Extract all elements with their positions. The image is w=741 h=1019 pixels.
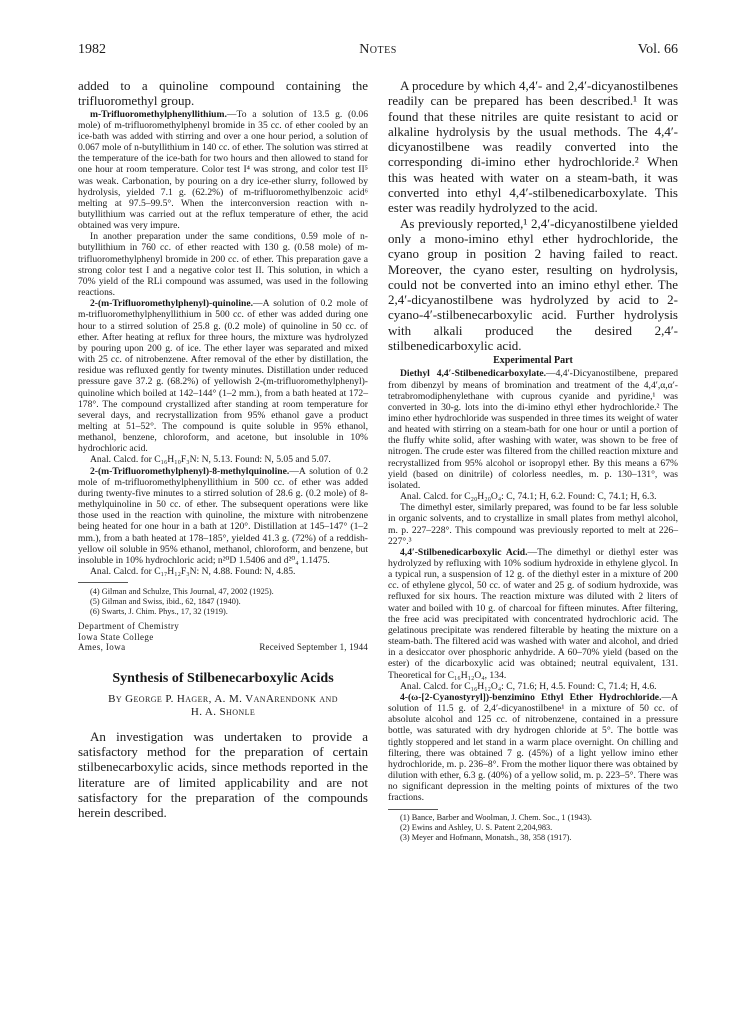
article-title: Synthesis of Stilbenecarboxylic Acids (112, 670, 334, 686)
analysis-methylquinoline: Anal. Calcd. for C₁₇H₁₂F₃N: N, 4.88. Found: N, 4.85. (90, 566, 296, 577)
subheading: m-Trifluoromethylphenyllithium. (90, 108, 227, 120)
paragraph-diethyl-ester (388, 368, 678, 491)
paragraph-quinoline (78, 298, 368, 454)
analysis-diethyl-ester: Anal. Calcd. for C₂₀H₂₀O₄: C, 74.1; H, 6.2. Found: C, 74.1; H, 6.3. (400, 491, 657, 503)
paragraph-phenyllithium (78, 109, 368, 232)
paragraph-previously-reported: As previously reported,¹ 2,4′-dicyanostilbene yielded only a mono-imino ethyl ether hydrochloride, the cyano group in position 2 having failed to react. Moreover, the cyano ester, resulting on hydrolysis, could not be converted into an imino ethyl ether. The 2,4′-dicyanostilbene was hydrolyzed by acid to 2-cyano-4′-stilbenecarboxylic acid. Further hydrolysis with alkali produced the desired 2,4′-stilbenedicarboxylic acid. (388, 215, 678, 354)
article-authors (78, 693, 368, 719)
footnote: (2) Ewins and Ashley, U. S. Patent 2,204,983. (400, 823, 553, 833)
paragraph-dicarboxylic-acid (388, 547, 678, 681)
left-column (78, 78, 368, 820)
paragraph-text: —A solution of 0.2 mole of m-trifluoromethylphenyllithium in 500 cc. of ether was added during twenty-five minutes to a stirred solution of 28.6 g. (0.2 mole) of 8-methylquinoline in 50 cc. of ether. The subsequent operations were like those used in the reaction with quinoline, the mixture with nitrobenzene being heated for one hour in a bath at 120°. Distillation at 145–147° (1–2 mm.), from a bath heated at 178–185°, yielded 41.3 g. (72%) of a reddish-yellow oil soluble in 95% ethanol, methanol, chloroform, and benzene, but insoluble in 10% hydrochloric acid; n²⁰D 1.5406 and d²⁰₄ 1.1475. (78, 465, 368, 566)
subheading: 2-(m-Trifluoromethylphenyl)-quinoline. (90, 298, 254, 310)
footnote: (4) Gilman and Schulze, This Journal, 47, 2002 (1925). (90, 587, 274, 597)
affiliation-college: Iowa State College (78, 631, 154, 642)
footnote: (1) Bance, Barber and Woolman, J. Chem. Soc., 1 (1943). (400, 813, 592, 823)
page-number: 1982 (78, 42, 106, 57)
analysis-quinoline: Anal. Calcd. for C₁₆H₁₀F₃N: N, 5.13. Found: N, 5.05 and 5.07. (90, 454, 331, 466)
paragraph-text: —To a solution of 13.5 g. (0.06 mole) of m-trifluoromethylphenyl bromide in 35 cc. of ether cooled by an ice-bath was added with stirring and over a one hour period, a solution of 0.067 mole of n-butyllithium in 140 cc. of ether. The solution was stirred at the temperature of the ice-bath for two hours and then allowed to stand for one hour at room temperature. Color test I⁴ was strong, and color test II⁵ was weak. Carbonation, by pouring on a dry ice-ether slurry, followed by hydrolysis, yielded 7.1 g. (62.2%) of m-trifluoromethylbenzoic acid⁶ melting at 97.5–99.5°. When the interconversion reaction with n-butyllithium was carried out at the reflux temperature of ether, the acid obtained was very impure. (78, 108, 368, 232)
affiliation-department: Department of Chemistry (78, 621, 180, 632)
affiliation-city: Ames, Iowa (78, 642, 126, 653)
section-title: Notes (359, 42, 397, 57)
paragraph-text: —A solution of 0.2 mole of m-trifluoromethylphenyllithium in 500 cc. of ether was added during one hour to a stirred solution of 25.8 g. (0.2 mole) of quinoline in 50 cc. of ether. After heating at reflux for three hours, the mixture was hydrolyzed by pouring upon 200 g. of ice. The ether layer was separated and mixed with 25 cc. of nitrobenzene. After removal of the ether by distillation, the residue was refluxed gently for twenty minutes. Distillation under reduced pressure gave 37.2 g. (68.2%) of yellowish 2-(m-trifluoromethylphenyl)-quinoline which boiled at 142–144° (1–2 mm.), from a bath heated at 172–178°. The compound crystallized after standing at room temperature for several days, and recrystallization from 95% ethanol gave a product melting at 51–52°. The compound is quite soluble in 95% ethanol, methanol, benzene, chloroform, and acetone, but insoluble in 10% hydrochloric acid. (78, 298, 368, 455)
subheading: 4,4′-Stilbenedicarboxylic Acid. (400, 546, 528, 558)
analysis-dicarboxylic-acid: Anal. Calcd. for C₁₆H₁₂O₄: C, 71.6; H, 4.5. Found: C, 71.4; H, 4.6. (400, 680, 657, 692)
paragraph-imino-ether (388, 692, 678, 804)
subheading: 2-(m-Trifluoromethylphenyl)-8-methylquinoline. (90, 465, 290, 477)
paragraph-another-preparation: In another preparation under the same conditions, 0.59 mole of n-butyllithium in 760 cc. of ether reacted with 130 g. (0.58 mole) of m-trifluoromethylphenyl bromide in 200 cc. of ether. This preparation gave a strong color test I and a negative color test II. This solution, in which a 70% yield of the RLi compound was assumed, was used in the following reactions. (78, 231, 368, 299)
authors-line-2: H. A. Shonle (190, 705, 256, 718)
subheading: 4-(ω-[2-Cyanostyryl])-benzimino Ethyl Ether Hydrochloride. (400, 691, 662, 703)
subheading: Diethyl 4,4′-Stilbenedicarboxylate. (400, 368, 546, 380)
paragraph-text: —A solution of 11.5 g. of 2,4′-dicyanostilbene¹ in a mixture of 50 cc. of absolute alcohol and 125 cc. of nitrobenzene, contained in a pressure bottle, was saturated with dry hydrogen chloride at 5°. The bottle was tightly stoppered and let stand in a warm place overnight. On chilling and filtering, there was obtained 7 g. (45%) of a light yellow imino ether hydrochloride, m. p. 236–8°. From the mother liquor there was obtained by dilution with ether, 6.3 g. (40%) of a yellow solid, m. p. 223–5°. There was no significant depression in the melting points of mixtures of the two fractions. (388, 691, 678, 804)
paragraph-methylquinoline (78, 466, 368, 566)
footnote: (5) Gilman and Swiss, ibid., 62, 1847 (1940). (90, 597, 241, 607)
authors-line-1: By George P. Hager, A. M. VanArendonk and (108, 692, 338, 705)
right-column (388, 78, 678, 843)
footnote-divider (388, 809, 438, 810)
paragraph-text: —4,4′-Dicyanostilbene, prepared from dibenzyl by means of bromination and treatment of the 4,4′,α,α′-tetrabromodiphenylethane with cuprous cyanide and pyridine,¹ was converted in 30-g. lots into the di-imino ethyl ether hydrochloride.² The imino ether hydrochloride was suspended in three times its weight of water and heated with stirring on a steam-bath for one hour or until a portion of the fluffy white solid, after washing with water, was shown to be free of nitrogen. The crude ester was filtered from the chilled reaction mixture and recrystallized from 95% alcohol or isopropyl ether. By this means a 67% yield (based on dinitrile) of colorless needles, m. p. 130–131°, was isolated. (388, 368, 679, 491)
experimental-heading: Experimental Part (493, 355, 573, 367)
affiliation (78, 621, 368, 653)
page-header (78, 42, 678, 62)
footnote: (3) Meyer and Hofmann, Monatsh., 38, 358 (1917). (400, 833, 572, 843)
intro-paragraph: added to a quinoline compound containing the trifluoromethyl group. (78, 78, 368, 109)
paragraph-text: —The dimethyl or diethyl ester was hydrolyzed by refluxing with 10% sodium hydroxide in ethylene glycol. In a typical run, a suspension of 12 g. of the diethyl ester in a mixture of 200 cc. of ethylene glycol, 50 cc. of water and 25 g. of sodium hydroxide, was refluxed for six hours. The reaction mixture was diluted with 2 liters of water and boiled with 10 g. of charcoal for fifteen minutes. After filtering, the free acid was precipitated with concentrated hydrochloric acid. The gelatinous precipitate was rendered filterable by heating the mixture on a steam-bath. The filtered acid was washed with water and alcohol, and dried in a desiccator over phosphoric anhydride. A 60–70% yield (based on the ester) of the dicarboxylic acid was obtained; neutral equivalent, 131. Theoretical for C₁₆H₁₂O₄, 134. (388, 546, 678, 681)
affiliation-city-line (78, 642, 368, 653)
footnote-divider (78, 582, 128, 583)
paragraph-procedure: A procedure by which 4,4′- and 2,4′-dicyanostilbenes readily can be prepared has been described.¹ It was found that these nitriles are quite resistant to acid or alkaline hydrolysis by the usual methods. The 4,4′-dicyanostilbene was readily converted into the corresponding di-imino ether hydrochloride.² When this was heated with water on a steam-bath, it was converted into ethyl 4,4′-stilbenedicarboxylate. This ester was readily hydrolyzed to the acid. (388, 78, 678, 216)
volume-number: Vol. 66 (637, 42, 678, 57)
article-intro-paragraph: An investigation was undertaken to provide a satisfactory method for the preparation of certain stilbenecarboxylic acids, since methods reported in the literature are of limited applicability and are not satisfactory for the preparation of the compounds herein described. (78, 728, 368, 821)
received-date: Received September 1, 1944 (259, 642, 368, 653)
paragraph-dimethyl-ester: The dimethyl ester, similarly prepared, was found to be far less soluble in organic solvents, and to crystallize in small plates from methyl alcohol, m. p. 227–228°. This compound was previously reported to melt at 226–227°.³ (388, 502, 678, 547)
footnote: (6) Swarts, J. Chim. Phys., 17, 32 (1919). (90, 607, 228, 617)
